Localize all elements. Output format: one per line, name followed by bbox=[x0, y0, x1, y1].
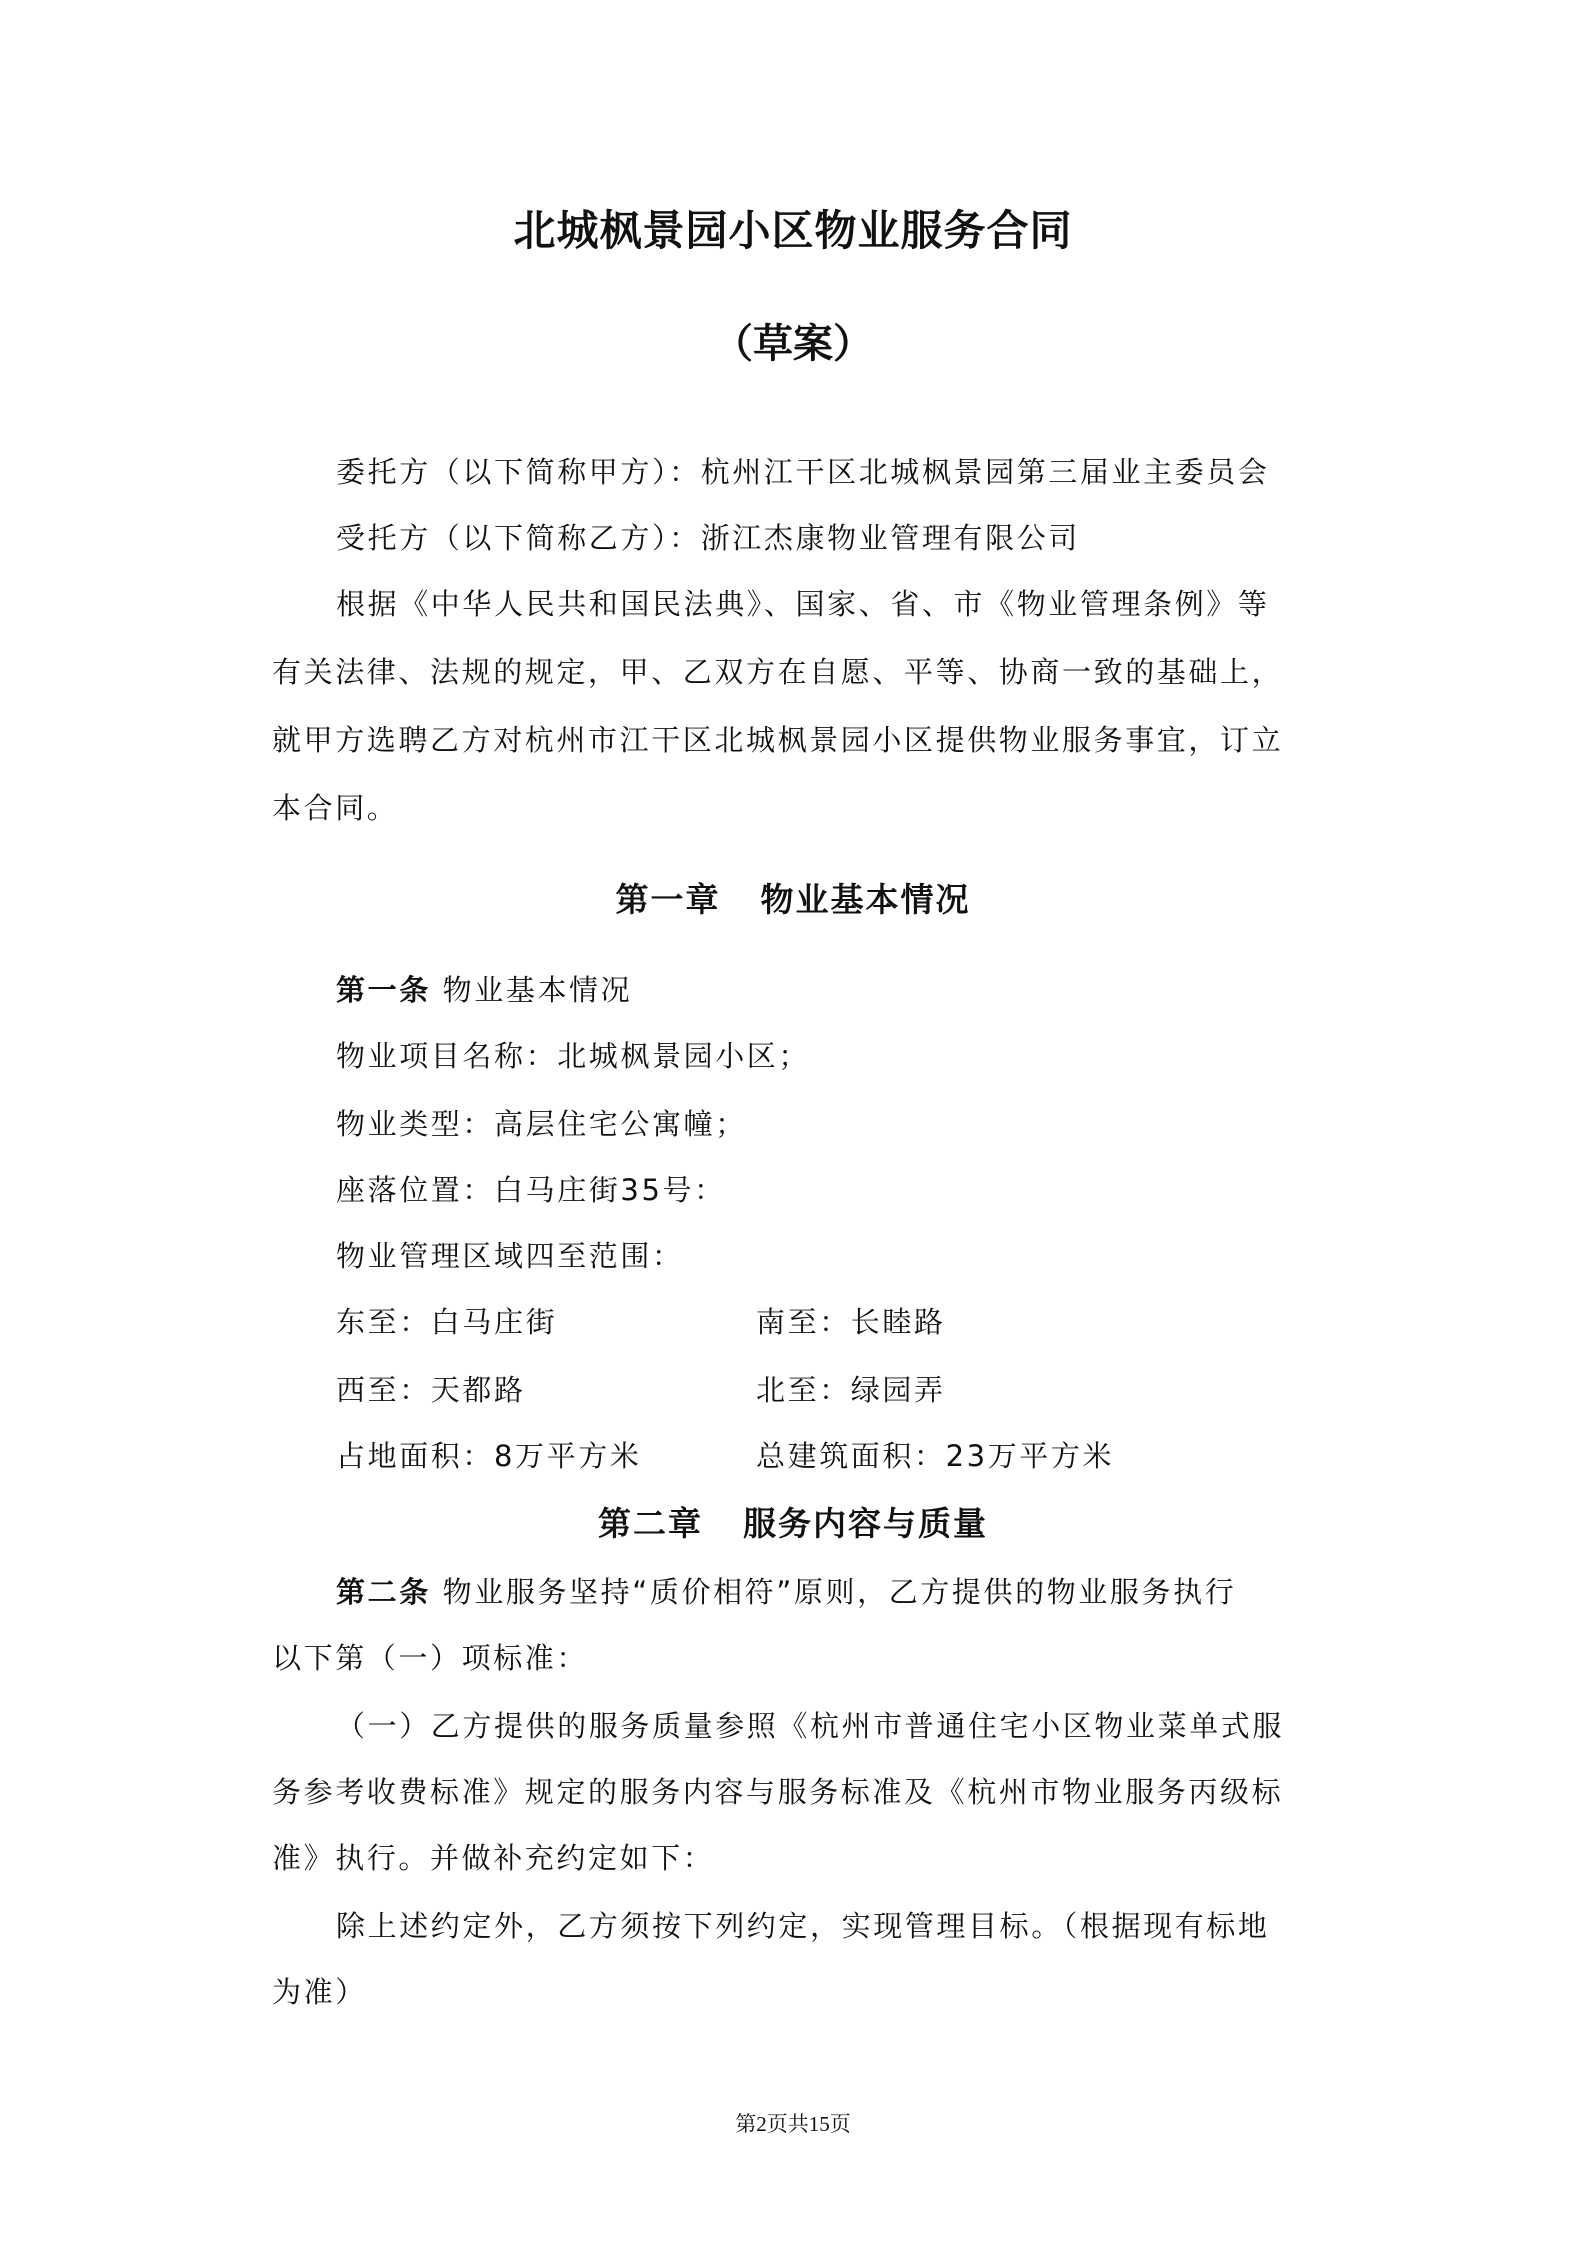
item-1-line: 准》执行。并做补充约定如下： bbox=[272, 1841, 715, 1875]
boundary-south: 南至：长睦路 bbox=[756, 1305, 946, 1339]
article-2-line bbox=[336, 1572, 1356, 1612]
land-area: 占地面积：8万平方米 bbox=[336, 1439, 642, 1473]
project-name: 物业项目名称：北城枫景园小区； bbox=[336, 1039, 811, 1073]
chapter-2-heading bbox=[0, 1498, 1586, 1545]
preamble-line: 本合同。 bbox=[272, 791, 399, 825]
article-label: 第二条 bbox=[336, 1575, 431, 1609]
chapter-1-heading bbox=[0, 874, 1586, 921]
document-subtitle: （草案） bbox=[713, 321, 873, 367]
article-title: 物业基本情况 bbox=[442, 973, 633, 1007]
article-2-line: 以下第（一）项标准： bbox=[272, 1641, 589, 1675]
boundary-east: 东至：白马庄街 bbox=[336, 1305, 558, 1339]
location: 座落位置：白马庄街35号： bbox=[336, 1173, 726, 1207]
preamble-line: 就甲方选聘乙方对杭州市江干区北城枫景园小区提供物业服务事宜，订立 bbox=[272, 723, 1284, 757]
boundary-north: 北至：绿园弄 bbox=[756, 1373, 946, 1407]
article-label: 第一条 bbox=[336, 973, 431, 1007]
chapter-title: 服务内容与质量 bbox=[743, 1504, 988, 1543]
preamble-line: 有关法律、法规的规定，甲、乙双方在自愿、平等、协商一致的基础上， bbox=[272, 655, 1284, 689]
party-b: 受托方（以下简称乙方）：浙江杰康物业管理有限公司 bbox=[336, 521, 1080, 555]
party-a: 委托方（以下简称甲方）：杭州江干区北城枫景园第三届业主委员会 bbox=[336, 455, 1270, 489]
chapter-title: 物业基本情况 bbox=[760, 880, 971, 919]
item-1-line: 务参考收费标准》规定的服务内容与服务标准及《杭州市物业服务丙级标 bbox=[272, 1775, 1284, 1809]
page-indicator: 第2页共15页 bbox=[735, 2112, 851, 2136]
chapter-number: 第二章 bbox=[598, 1504, 703, 1543]
supplement-line: 除上述约定外，乙方须按下列约定，实现管理目标。（根据现有标地 bbox=[336, 1909, 1270, 1943]
building-area: 总建筑面积：23万平方米 bbox=[756, 1439, 1115, 1473]
chapter-number: 第一章 bbox=[615, 880, 721, 919]
boundary-west: 西至：天都路 bbox=[336, 1373, 526, 1407]
boundary-heading: 物业管理区域四至范围： bbox=[336, 1239, 684, 1273]
item-1-line: （一）乙方提供的服务质量参照《杭州市普通住宅小区物业菜单式服 bbox=[336, 1709, 1285, 1743]
article-text: 物业服务坚持“质价相符”原则，乙方提供的物业服务执行 bbox=[442, 1575, 1237, 1609]
article-1-heading bbox=[336, 970, 1356, 1010]
supplement-line: 为准） bbox=[272, 1975, 367, 2009]
preamble-line: 根据《中华人民共和国民法典》、国家、省、市《物业管理条例》等 bbox=[336, 587, 1270, 621]
property-type: 物业类型：高层住宅公寓幢； bbox=[336, 1107, 747, 1141]
document-title: 北城枫景园小区物业服务合同 bbox=[513, 206, 1073, 255]
